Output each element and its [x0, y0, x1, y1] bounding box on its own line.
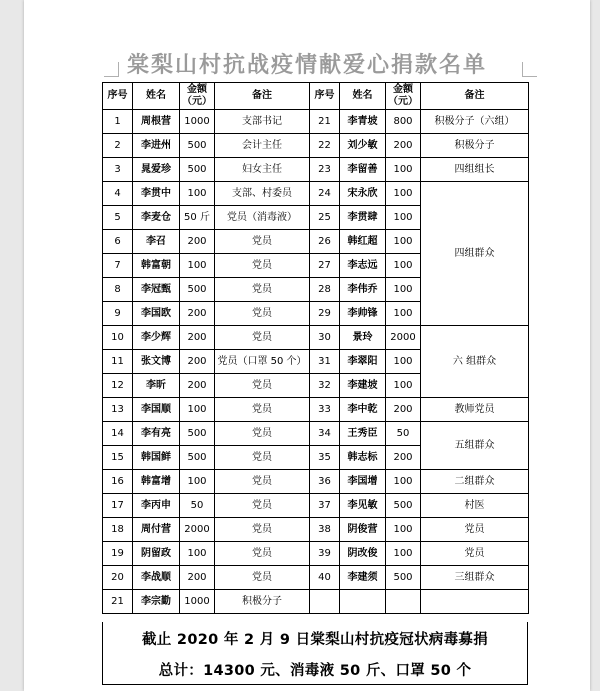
donor-name: 李贯肆 [340, 206, 386, 230]
donation-amount: 100 [386, 158, 421, 182]
summary-date-line: 截止 2020 年 2 月 9 日棠梨山村抗疫冠状病毒募捐 [141, 632, 489, 648]
row-number: 21 [310, 110, 340, 134]
donor-name: 李国欧 [133, 302, 180, 326]
header-cell: 姓名 [133, 83, 180, 110]
empty-cell [340, 590, 386, 614]
donation-amount: 100 [386, 230, 421, 254]
row-number: 38 [310, 518, 340, 542]
donation-amount: 50 斤 [180, 206, 215, 230]
donor-note: 党员 [215, 326, 310, 350]
donor-name: 李国顺 [133, 398, 180, 422]
table-row [103, 182, 529, 206]
row-number: 19 [103, 542, 133, 566]
donor-name: 李中乾 [340, 398, 386, 422]
group-note: 三组群众 [421, 566, 529, 590]
row-number: 40 [310, 566, 340, 590]
row-number: 17 [103, 494, 133, 518]
table-row [103, 470, 529, 494]
header-cell: 金额（元） [180, 83, 215, 110]
row-number: 1 [103, 110, 133, 134]
donor-note: 党员 [215, 566, 310, 590]
row-number: 28 [310, 278, 340, 302]
summary-total-line: 总计：14300 元、消毒液 50 斤、口罩 50 个 [158, 663, 472, 679]
row-number: 7 [103, 254, 133, 278]
document-page [24, 0, 590, 691]
donor-note: 支部书记 [215, 110, 310, 134]
donor-name: 韩富增 [133, 470, 180, 494]
donation-amount: 50 [386, 422, 421, 446]
row-number: 13 [103, 398, 133, 422]
donor-note: 党员 [215, 494, 310, 518]
donor-note: 妇女主任 [215, 158, 310, 182]
donor-name: 韩志标 [340, 446, 386, 470]
group-note: 四组组长 [421, 158, 529, 182]
donation-amount: 200 [180, 374, 215, 398]
row-number: 3 [103, 158, 133, 182]
donation-table [102, 82, 529, 614]
row-number: 21 [103, 590, 133, 614]
table-row [103, 422, 529, 446]
donor-name: 李战顺 [133, 566, 180, 590]
donor-note: 党员 [215, 254, 310, 278]
table-row [103, 398, 529, 422]
donor-name: 周根营 [133, 110, 180, 134]
donor-note: 积极分子 [215, 590, 310, 614]
donor-name: 景玲 [340, 326, 386, 350]
donor-name: 张文博 [133, 350, 180, 374]
donation-amount: 100 [386, 302, 421, 326]
donation-amount: 2000 [180, 518, 215, 542]
table-row [103, 518, 529, 542]
group-note: 村医 [421, 494, 529, 518]
donor-name: 李翠阳 [340, 350, 386, 374]
donation-amount: 100 [180, 470, 215, 494]
donor-name: 李宗勤 [133, 590, 180, 614]
donor-note: 党员 [215, 278, 310, 302]
donor-name: 李召 [133, 230, 180, 254]
donor-name: 李青坡 [340, 110, 386, 134]
donor-name: 李见敏 [340, 494, 386, 518]
row-number: 26 [310, 230, 340, 254]
group-note: 党员 [421, 542, 529, 566]
table-row [103, 590, 529, 614]
row-number: 16 [103, 470, 133, 494]
donor-name: 阴俊营 [340, 518, 386, 542]
donation-amount: 100 [386, 374, 421, 398]
donation-amount: 500 [386, 566, 421, 590]
donor-name: 李建坡 [340, 374, 386, 398]
group-note: 四组群众 [421, 182, 529, 326]
row-number: 6 [103, 230, 133, 254]
row-number: 9 [103, 302, 133, 326]
row-number: 30 [310, 326, 340, 350]
table-row [103, 494, 529, 518]
donor-note: 党员 [215, 374, 310, 398]
header-cell: 姓名 [340, 83, 386, 110]
donor-name: 李昕 [133, 374, 180, 398]
row-number: 5 [103, 206, 133, 230]
donor-name: 李进州 [133, 134, 180, 158]
donor-name: 李丙申 [133, 494, 180, 518]
donor-name: 李麦仓 [133, 206, 180, 230]
donation-amount: 100 [180, 542, 215, 566]
donation-amount: 200 [180, 302, 215, 326]
donor-note: 党员 [215, 398, 310, 422]
donation-amount: 100 [386, 470, 421, 494]
donation-amount: 100 [386, 206, 421, 230]
donor-note: 党员（消毒液） [215, 206, 310, 230]
row-number: 11 [103, 350, 133, 374]
row-number: 32 [310, 374, 340, 398]
group-note: 教师党员 [421, 398, 529, 422]
donation-amount: 200 [180, 230, 215, 254]
table-row [103, 566, 529, 590]
donor-name: 王秀臣 [340, 422, 386, 446]
table-row [103, 158, 529, 182]
donor-note: 党员 [215, 422, 310, 446]
group-note: 积极分子（六组） [421, 110, 529, 134]
row-number: 24 [310, 182, 340, 206]
donor-name: 韩富朝 [133, 254, 180, 278]
row-number: 36 [310, 470, 340, 494]
row-number: 25 [310, 206, 340, 230]
donation-amount: 500 [180, 134, 215, 158]
donor-name: 周付营 [133, 518, 180, 542]
group-note: 党员 [421, 518, 529, 542]
donor-name: 李国增 [340, 470, 386, 494]
donor-name: 李伟乔 [340, 278, 386, 302]
row-number: 29 [310, 302, 340, 326]
donation-amount: 100 [180, 182, 215, 206]
donation-amount: 100 [386, 350, 421, 374]
donor-name: 李冠甄 [133, 278, 180, 302]
donor-note: 党员 [215, 446, 310, 470]
row-number: 39 [310, 542, 340, 566]
donor-name: 韩红超 [340, 230, 386, 254]
row-number: 27 [310, 254, 340, 278]
donor-name: 韩国鲜 [133, 446, 180, 470]
donor-name: 李留善 [340, 158, 386, 182]
group-note: 六 组群众 [421, 326, 529, 398]
donation-amount: 500 [180, 158, 215, 182]
table-row [103, 542, 529, 566]
donation-amount: 200 [386, 398, 421, 422]
row-number: 35 [310, 446, 340, 470]
donor-note: 会计主任 [215, 134, 310, 158]
donation-amount: 100 [386, 542, 421, 566]
donation-amount: 200 [180, 326, 215, 350]
row-number: 33 [310, 398, 340, 422]
header-cell: 备注 [421, 83, 529, 110]
donation-amount: 200 [386, 446, 421, 470]
donation-amount: 1000 [180, 110, 215, 134]
summary-box [102, 622, 528, 685]
header-cell: 金额（元） [386, 83, 421, 110]
group-note: 五组群众 [421, 422, 529, 470]
table-row [103, 110, 529, 134]
donation-amount: 100 [386, 518, 421, 542]
empty-cell [386, 590, 421, 614]
donation-amount: 100 [386, 278, 421, 302]
row-number: 31 [310, 350, 340, 374]
donor-note: 党员 [215, 518, 310, 542]
donation-amount: 100 [386, 254, 421, 278]
donor-note: 党员 [215, 542, 310, 566]
header-cell: 序号 [310, 83, 340, 110]
donation-amount: 500 [180, 278, 215, 302]
donor-note: 党员 [215, 230, 310, 254]
donor-name: 李少辉 [133, 326, 180, 350]
donation-amount: 100 [386, 182, 421, 206]
donor-note: 党员 [215, 302, 310, 326]
donor-note: 党员（口罩 50 个） [215, 350, 310, 374]
row-number: 20 [103, 566, 133, 590]
donor-name: 晁爱珍 [133, 158, 180, 182]
header-cell: 序号 [103, 83, 133, 110]
donation-amount: 500 [180, 446, 215, 470]
row-number: 2 [103, 134, 133, 158]
donor-name: 李帅锋 [340, 302, 386, 326]
donation-amount: 200 [180, 350, 215, 374]
row-number: 22 [310, 134, 340, 158]
donation-amount: 200 [180, 566, 215, 590]
donor-note: 支部、村委员 [215, 182, 310, 206]
donor-name: 宋永欣 [340, 182, 386, 206]
header-cell: 备注 [215, 83, 310, 110]
donation-amount: 100 [180, 398, 215, 422]
row-number: 37 [310, 494, 340, 518]
donation-amount: 500 [180, 422, 215, 446]
donation-amount: 100 [180, 254, 215, 278]
group-note: 二组群众 [421, 470, 529, 494]
document-title: 棠梨山村抗战疫情献爱心捐款名单 [126, 52, 487, 78]
donation-amount: 200 [386, 134, 421, 158]
donation-amount: 2000 [386, 326, 421, 350]
donation-amount: 50 [180, 494, 215, 518]
row-number: 12 [103, 374, 133, 398]
donor-name: 李建须 [340, 566, 386, 590]
donation-amount: 800 [386, 110, 421, 134]
table-header-row [103, 83, 529, 110]
row-number: 23 [310, 158, 340, 182]
donor-note: 党员 [215, 470, 310, 494]
row-number: 4 [103, 182, 133, 206]
empty-cell [421, 590, 529, 614]
donor-name: 李有亮 [133, 422, 180, 446]
donor-name: 阴留政 [133, 542, 180, 566]
donor-name: 刘少敏 [340, 134, 386, 158]
empty-cell [310, 590, 340, 614]
donation-amount: 500 [386, 494, 421, 518]
table-row [103, 134, 529, 158]
donor-name: 阴改俊 [340, 542, 386, 566]
donor-name: 李贯中 [133, 182, 180, 206]
donation-amount: 1000 [180, 590, 215, 614]
row-number: 10 [103, 326, 133, 350]
donor-name: 李志远 [340, 254, 386, 278]
row-number: 15 [103, 446, 133, 470]
row-number: 18 [103, 518, 133, 542]
row-number: 14 [103, 422, 133, 446]
group-note: 积极分子 [421, 134, 529, 158]
row-number: 34 [310, 422, 340, 446]
table-row [103, 326, 529, 350]
row-number: 8 [103, 278, 133, 302]
